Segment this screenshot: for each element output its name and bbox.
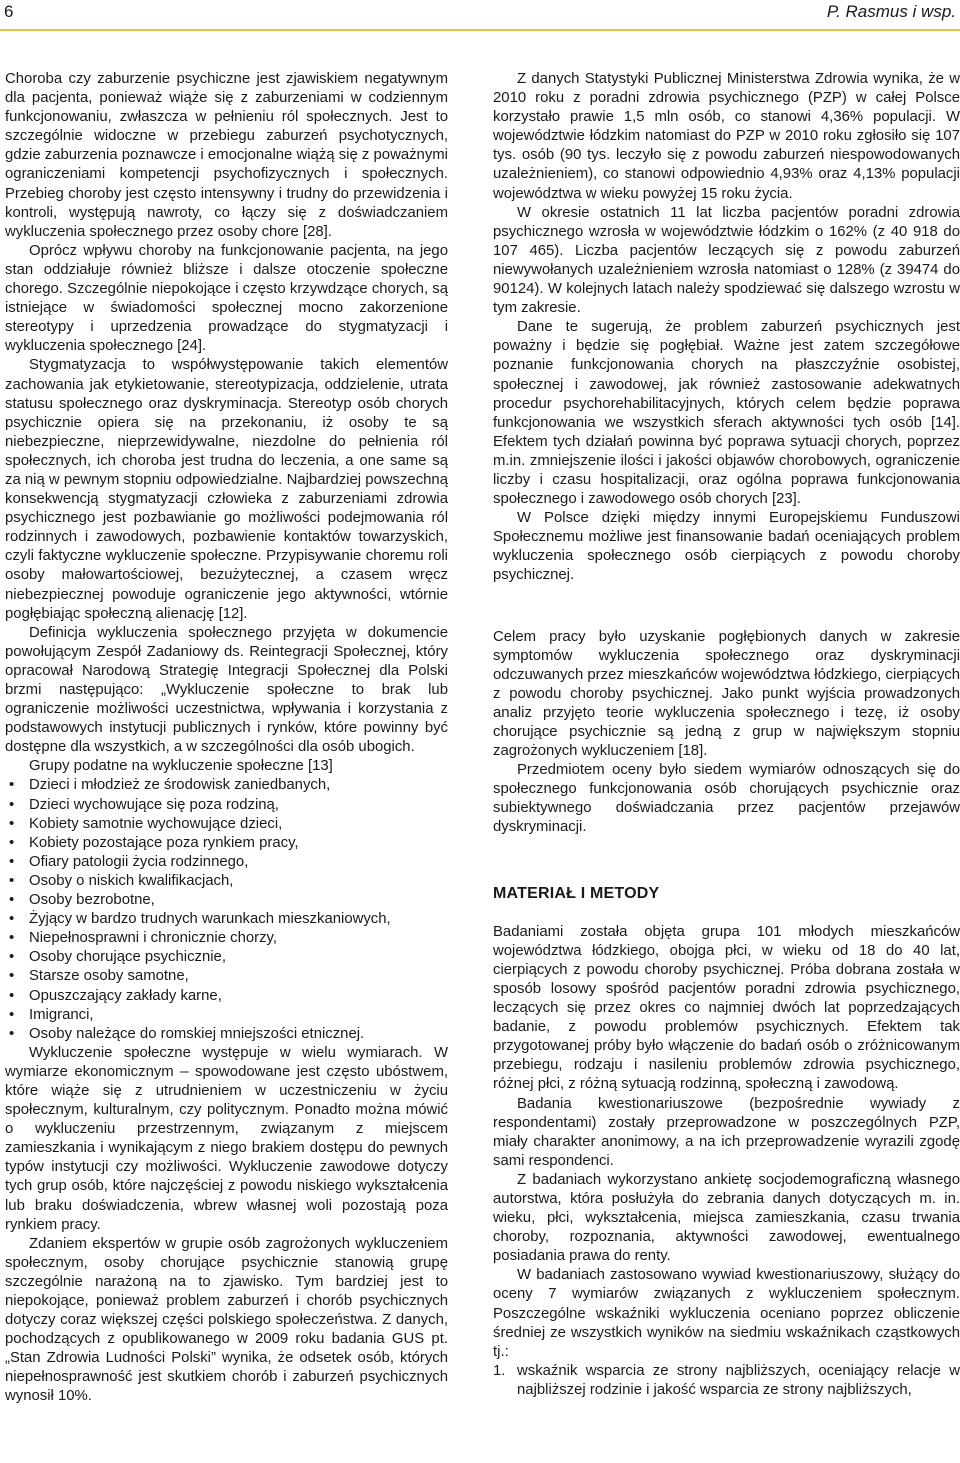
list-item: • Kobiety pozostające poza rynkiem pracy, bbox=[5, 834, 448, 853]
paragraph: Badaniami została objęta grupa 101 młodych mieszkańców województwa łódzkiego, obojga płci, w wieku od 18 do 40 lat, cierpiących z powodu choroby psychicznej. Próba dobrana została w sposób losowy spośród pacjentów poradni zdrowia psychicznego, leczących się przez okres co najmniej dwóch lat poprzedzających badanie, z powodu problemów psychicznych. Efektem tak przygotowanej próby było włączenie do badań osób o zróżnicowanym przebiegu, rodzaju i nasileniu problemów zdrowia psychicznego, różnej płci, z różną sytuacją rodzinną, społeczną i zawodową. bbox=[493, 923, 960, 1093]
paragraph: Oprócz wpływu choroby na funkcjonowanie pacjenta, na jego stan oddziałuje również bliższe i dalsze otoczenie społeczne chorego. Szczególnie niepokojące i często krzywdzące chorych, są istniejące w świadomości społecznej mocno zakorzenione stereotypy i uprzedzenia prowadzące do stygmatyzacji i wykluczenia społecznego [24]. bbox=[5, 242, 448, 355]
running-head: P. Rasmus i wsp. bbox=[826, 2, 956, 21]
paragraph: Dane te sugerują, że problem zaburzeń psychicznych jest poważny i będzie się pogłębiał. Ważne jest zatem szczegółowe poznanie funkcjonowania chorych na płaszczyźnie osobistej, społecznej i zawodowej, jak również zastosowanie adekwatnych procedur psychorehabilitacyjnych, których celem będzie poprawa funkcjonowania we wszystkich sferach aktywności tych osób [14]. Efektem tych działań powinna być poprawa sytuacji chorych, poprzez m.in. zmniejszenie ilości i jakości objawów chorobowych, ograniczenie liczby i czasu hospitalizacji, oraz ogólna poprawa funkcjonowania społecznego i zawodowego osób chorych [23]. bbox=[493, 319, 960, 508]
paragraph: Z badaniach wykorzystano ankietę socjodemograficzną własnego autorstwa, która posłużyła do zebrania danych dotyczących m. in. wieku, płci, wykształcenia, miejsca zamieszkania, czasu trwania choroby, rozpoznania, aktywności zawodowej, ewentualnego posiadania prawa do renty. bbox=[493, 1171, 960, 1265]
list-number: 1. bbox=[493, 1362, 506, 1379]
list-item: • Starsze osoby samotne, bbox=[5, 967, 448, 986]
paragraph: W badaniach zastosowano wywiad kwestionariuszowy, służący do oceny 7 wymiarów związanych z wykluczeniem społecznym. Poszczególne wskaźniki wykluczenia oceniano poprzez obliczenie średniej ze wszystkich wyników na siedmiu wskaźnikach cząstkowych tj.: bbox=[493, 1267, 960, 1360]
paragraph: Zdaniem ekspertów w grupie osób zagrożonych wykluczeniem społecznym, osoby chorujące psychicznie stanowią grupę szczególnie narażoną na to zjawisko. Tym bardziej jest to niepokojące, ponieważ problem zaburzeń i chorób psychicznych dotyczy coraz większej części polskiego społeczeństwa. Z danych, pochodzących z opublikowanego w 2009 roku badania GUS pt. „Stan Zdrowia Ludności Polski” wynika, że odsetek osób, których niepełnosprawność jest skutkiem chorób i zaburzeń psychicznych wynosił 10%. bbox=[5, 1235, 448, 1405]
indicator-list bbox=[493, 1362, 960, 1400]
list-item: • Osoby chorujące psychicznie, bbox=[5, 948, 448, 967]
paragraph: Badania kwestionariuszowe (bezpośrednie wywiady z respondentami) zostały przeprowadzone w poszczególnych PZP, miały charakter anonimowy, a na ich przeprowadzenie wyrazili zgodę sami respondenci. bbox=[493, 1095, 960, 1169]
list-item: • Osoby o niskich kwalifikacjach, bbox=[5, 872, 448, 891]
list-item bbox=[493, 1362, 960, 1400]
paragraph: Celem pracy było uzyskanie pogłębionych danych w zakresie symptomów wykluczenia społecznego oraz dyskryminacji odczuwanych przez mieszkańców województwa łódzkiego, cierpiących z powodu choroby psychicznej. Jako punkt wyjścia prowadzonych analiz przyjęto teorie wykluczenia społecznego i tezę, iż osoby chorujące psychicznie są jedną z grup w największym stopniu zagrożonych wykluczeniem [18]. bbox=[493, 628, 960, 760]
right-column bbox=[493, 70, 960, 1407]
list-item: • Dzieci i młodzież ze środowisk zaniedbanych, bbox=[5, 776, 448, 795]
paragraph: Stygmatyzacja to współwystępowanie takich elementów zachowania jak etykietowanie, stereotypizacja, oddzielenie, utrata statusu społecznego oraz dyskryminacja. Stereotyp osób chorych psychicznie opiera się na przekonaniu, iż osoby te są niebezpieczne, nieprzewidywalne, niezdolne do pełnienia ról społecznych, ich choroba jest trudna do leczenia, a one same są za nią w pewnym stopniu odpowiedzialne. Najbardziej powszechną konsekwencją stygmatyzacji człowieka z zaburzeniami zdrowia psychicznego jest pozbawianie go możliwości podejmowania ról rodzinnych i zawodowych, pozbawienie kontaktów towarzyskich, czyli faktyczne wykluczenie społeczne. Przypisywanie choremu roli osoby małowartościowej, bezużytecznej, a czasem wręcz niebezpiecznej powoduje ograniczenie jego aktywności, wtórnie pogłębiając społeczną alienację [12]. bbox=[5, 357, 448, 622]
paragraph: W Polsce dzięki między innymi Europejskiemu Funduszowi Społecznemu możliwe jest finansowanie badań oceniających problem wykluczenia społecznego osób cierpiących z powodu choroby psychicznej. bbox=[493, 510, 960, 584]
list-item: • Imigranci, bbox=[5, 1006, 448, 1025]
page-number: 6 bbox=[4, 2, 14, 21]
paragraph: Grupy podatne na wykluczenie społeczne [13] bbox=[29, 758, 333, 775]
header-rule bbox=[0, 29, 960, 31]
paragraph: W okresie ostatnich 11 lat liczba pacjentów poradni zdrowia psychicznego wzrosła w województwie łódzkim o 162% (z 40 918 do 107 465). Liczba pacjentów leczących się z powodu zaburzeń niewywołanych uzależnieniem wzrosła natomiast o 128% (z 39474 do 90124). W kolejnych latach należy spodziewać się dalszego wzrostu w tym zakresie. bbox=[493, 204, 960, 317]
list-item: • Ofiary patologii życia rodzinnego, bbox=[5, 853, 448, 872]
page-header bbox=[0, 0, 960, 30]
list-item: • Osoby należące do romskiej mniejszości etnicznej. bbox=[5, 1025, 448, 1044]
list-item: • Żyjący w bardzo trudnych warunkach mieszkaniowych, bbox=[5, 910, 448, 929]
paragraph: Definicja wykluczenia społecznego przyjęta w dokumencie powołującym Zespół Zadaniowy ds. Reintegracji Społecznej, który opracował Narodową Strategię Integracji Społecznej dla Polski brzmi następująco: „Wykluczenie społeczne to brak lub ograniczenie możliwości uczestnictwa, wpływania i korzystania z podstawowych instytucji publicznych i rynków, które powinny być dostępne dla wszystkich, a w szczególności dla osób ubogich. bbox=[5, 624, 448, 756]
paragraph: Przedmiotem oceny było siedem wymiarów odnoszących się do społecznego funkcjonowania osób chorujących psychicznie oraz subiektywnego doświadczania przez pacjentów przejawów dyskryminacji. bbox=[493, 762, 960, 836]
paragraph: Wykluczenie społeczne występuje w wielu wymiarach. W wymiarze ekonomicznym – spowodowane jest często ubóstwem, które wiąże się z utrudnieniem w uczestniczeniu w życiu społecznym, kulturalnym, czy politycznym. Ponadto można mówić o wykluczeniu przestrzennym, związanym z miejscem zamieszkania i wynikającym z niego brakiem dostępu do pewnych typów instytucji czy możliwości. Wykluczenie zawodowe dotyczy tych grup osób, które najczęściej z powodu niskiego wykształcenia lub braku doświadczenia, wbrew własnej woli pozostają poza rynkiem pracy. bbox=[5, 1044, 448, 1233]
paragraph: Choroba czy zaburzenie psychiczne jest zjawiskiem negatywnym dla pacjenta, ponieważ wiąże się z zaburzeniami w codziennym funkcjonowaniu, zwłaszcza w pełnieniu ról społecznych. Jest to szczególnie widoczne w przebiegu zaburzeń psychotycznych, gdzie zaburzenia poznawcze i emocjonalne wiążą się z poważnymi ograniczeniami kompetencji psychofizycznych i społecznych. Przebieg choroby jest często intensywny i trudny do przewidzenia i kontroli, występują nawroty, co łączy się z doświadczaniem wykluczenia społecznego przez osoby chore [28]. bbox=[5, 71, 448, 240]
paragraph: Z danych Statystyki Publicznej Ministerstwa Zdrowia wynika, że w 2010 roku z poradni zdrowia psychicznego (PZP) w całej Polsce korzystało prawie 1,5 mln osób, co stanowi 4,36% populacji. W województwie łódzkim natomiast do PZP w 2010 roku zgłosiło się 107 tys. osób (90 tys. leczyło się z powodu zaburzeń niespowodowanych uzależnieniem), co stanowi odpowiednio 4,93% oraz 4,13% populacji województwa w wieku powyżej 15 roku życia. bbox=[493, 71, 960, 202]
list-item: • Kobiety samotnie wychowujące dzieci, bbox=[5, 815, 448, 834]
list-item: • Opuszczający zakłady karne, bbox=[5, 987, 448, 1006]
vulnerable-groups-list bbox=[5, 776, 448, 1043]
left-column bbox=[5, 70, 448, 1407]
list-item-text: wskaźnik wsparcia ze strony najbliższych, oceniający relacje w najbliższej rodzinie i jakość wsparcia ze strony najbliższych, bbox=[517, 1362, 960, 1398]
list-item: • Dzieci wychowujące się poza rodziną, bbox=[5, 796, 448, 815]
section-heading: MATERIAŁ I METODY bbox=[493, 884, 660, 902]
body-columns bbox=[5, 70, 960, 1407]
list-item: • Niepełnosprawni i chronicznie chorzy, bbox=[5, 929, 448, 948]
list-item: • Osoby bezrobotne, bbox=[5, 891, 448, 910]
